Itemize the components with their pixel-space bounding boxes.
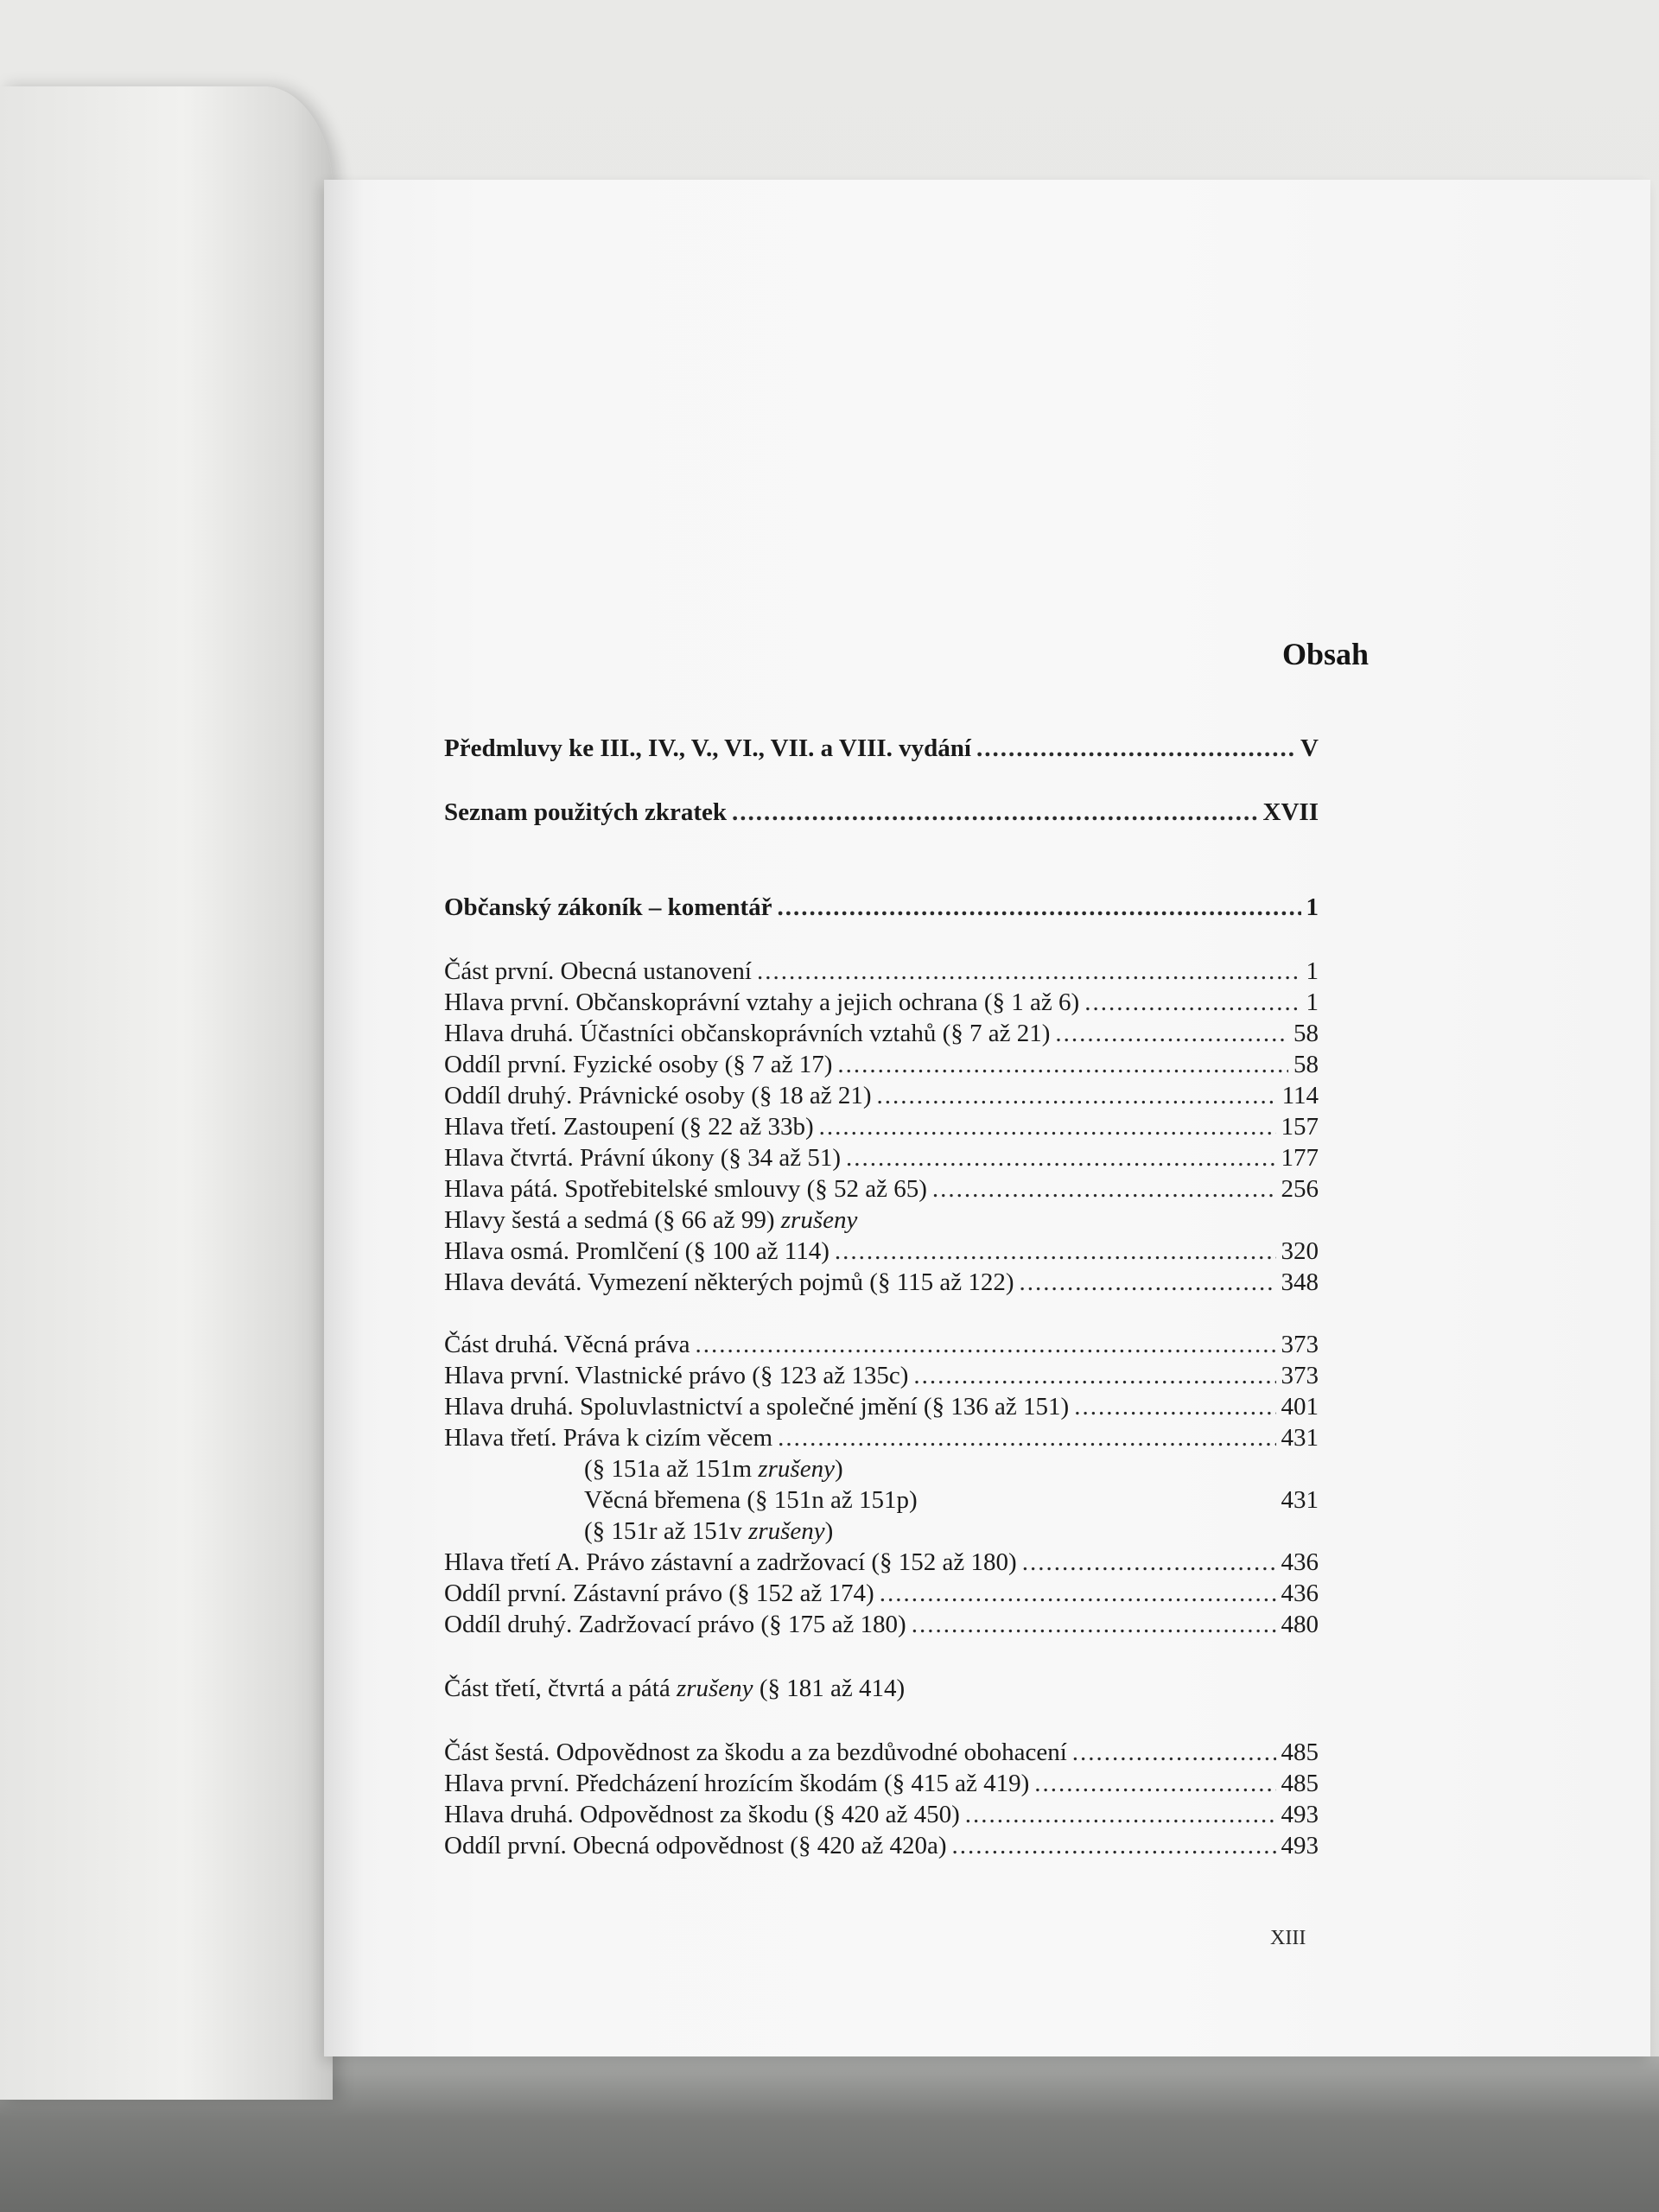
toc-entry	[444, 1080, 1319, 1111]
entry-page: 320	[1281, 1237, 1319, 1265]
dot-leader	[912, 1609, 1276, 1640]
dot-leader	[1074, 1391, 1275, 1422]
italic-note: zrušeny	[676, 1675, 753, 1702]
toc-entry	[444, 1830, 1319, 1861]
dot-leader	[819, 1111, 1276, 1142]
dot-leader	[877, 1080, 1277, 1111]
dot-leader	[732, 797, 1258, 828]
entry-label: Hlava osmá. Promlčení (§ 100 až 114)	[444, 1237, 830, 1265]
entry-label: Oddíl první. Fyzické osoby (§ 7 až 17)	[444, 1051, 833, 1078]
toc-entry	[444, 1768, 1319, 1799]
toc-entry	[444, 1799, 1319, 1830]
toc-entry	[444, 987, 1319, 1018]
entry-page: 431	[1281, 1424, 1319, 1452]
toc-entry	[444, 1018, 1319, 1049]
entry-page: 114	[1281, 1082, 1319, 1109]
dot-leader	[696, 1329, 1276, 1360]
toc-entry	[444, 1360, 1319, 1391]
dot-leader	[976, 733, 1295, 764]
entry-page: 493	[1281, 1832, 1319, 1859]
toc-entry	[444, 1422, 1319, 1453]
entry-label: Hlava třetí A. Právo zástavní a zadržovací (§ 152 až 180)	[444, 1548, 1017, 1576]
dot-leader	[1055, 1018, 1288, 1049]
page-number: XIII	[1270, 1927, 1306, 1949]
page-title: Obsah	[1281, 637, 1370, 671]
toc-entry	[444, 1142, 1319, 1173]
dot-leader	[1072, 1737, 1276, 1768]
entry-label: Hlavy šestá a sedmá (§ 66 až 99) zrušeny	[444, 1206, 858, 1234]
entry-page: XVII	[1262, 798, 1319, 826]
toc-entry	[444, 1609, 1319, 1640]
entry-label: Hlava třetí. Práva k cizím věcem	[444, 1424, 773, 1452]
entry-label: Část druhá. Věcná práva	[444, 1331, 690, 1358]
entry-page: 256	[1281, 1175, 1319, 1203]
entry-label: Seznam použitých zkratek	[444, 798, 728, 826]
entry-label: Část třetí, čtvrtá a pátá zrušeny (§ 181 až 414)	[444, 1675, 906, 1702]
toc-entry	[444, 1547, 1319, 1578]
toc-entry	[444, 1111, 1319, 1142]
entry-page: 1	[1306, 988, 1319, 1016]
entry-label: Část první. Obecná ustanovení	[444, 957, 752, 985]
dot-leader	[846, 1142, 1275, 1173]
entry-page: 58	[1294, 1051, 1319, 1078]
entry-page: V	[1300, 734, 1319, 762]
dot-leader	[880, 1578, 1276, 1609]
entry-label: Předmluvy ke III., IV., V., VI., VII. a VIII. vydání	[444, 734, 971, 762]
toc-entry	[444, 1267, 1319, 1298]
toc-entry	[444, 1236, 1319, 1267]
entry-label: Hlava první. Předcházení hrozícím škodám (§ 415 až 419)	[444, 1770, 1030, 1797]
entry-page: 493	[1281, 1801, 1319, 1828]
dot-leader	[837, 1049, 1288, 1080]
toc-entry	[444, 1329, 1319, 1360]
dot-leader	[1084, 987, 1300, 1018]
entry-label: (§ 151a až 151m zrušeny)	[584, 1455, 843, 1483]
entry-label: Oddíl druhý. Právnické osoby (§ 18 až 21)	[444, 1082, 872, 1109]
dot-leader	[778, 1422, 1275, 1453]
entry-label: Hlava druhá. Účastníci občanskoprávních vztahů (§ 7 až 21)	[444, 1020, 1051, 1047]
entry-page: 401	[1281, 1393, 1319, 1421]
entry-page: 1	[1306, 893, 1319, 921]
entry-label: Hlava první. Vlastnické právo (§ 123 až 135c)	[444, 1362, 909, 1389]
entry-page: 58	[1294, 1020, 1319, 1047]
toc-entry	[444, 1049, 1319, 1080]
entry-page: 485	[1281, 1738, 1319, 1766]
entry-label: Hlava první. Občanskoprávní vztahy a jejich ochrana (§ 1 až 6)	[444, 988, 1080, 1016]
toc-entry	[444, 1516, 1319, 1547]
toc-entry	[444, 733, 1319, 764]
entry-label: Oddíl první. Obecná odpovědnost (§ 420 až 420a)	[444, 1832, 947, 1859]
dot-leader	[913, 1360, 1275, 1391]
entry-label: Oddíl první. Zástavní právo (§ 152 až 174)	[444, 1580, 874, 1607]
dot-leader	[757, 956, 1301, 987]
left-page	[0, 86, 333, 2100]
italic-note: zrušeny	[758, 1455, 835, 1483]
toc-entry	[444, 1173, 1319, 1205]
entry-page: 436	[1281, 1548, 1319, 1576]
entry-label: Věcná břemena (§ 151n až 151p)	[584, 1486, 918, 1514]
entry-label: Hlava třetí. Zastoupení (§ 22 až 33b)	[444, 1113, 814, 1141]
toc-entry	[444, 1737, 1319, 1768]
toc-entry	[444, 1484, 1319, 1516]
entry-label: Část šestá. Odpovědnost za škodu a za bezdůvodné obohacení	[444, 1738, 1067, 1766]
entry-label: Hlava čtvrtá. Právní úkony (§ 34 až 51)	[444, 1144, 842, 1172]
entry-label: (§ 151r až 151v zrušeny)	[584, 1517, 834, 1545]
dot-leader	[932, 1173, 1276, 1205]
entry-page: 1	[1306, 957, 1319, 985]
entry-page: 177	[1281, 1144, 1319, 1172]
dot-leader	[951, 1830, 1275, 1861]
entry-page: 348	[1281, 1268, 1319, 1296]
dot-leader	[835, 1236, 1276, 1267]
dot-leader	[1020, 1267, 1276, 1298]
entry-page: 436	[1281, 1580, 1319, 1607]
dot-leader	[1022, 1547, 1276, 1578]
dot-leader	[777, 892, 1300, 923]
italic-note: zrušeny	[748, 1517, 825, 1545]
toc-entry	[444, 1205, 1319, 1236]
entry-page: 480	[1281, 1611, 1319, 1638]
entry-label: Občanský zákoník – komentář	[444, 893, 772, 921]
entry-label: Oddíl druhý. Zadržovací právo (§ 175 až 180)	[444, 1611, 906, 1638]
italic-note: zrušeny	[780, 1206, 858, 1234]
toc-entry	[444, 797, 1319, 828]
entry-label: Hlava druhá. Spoluvlastnictví a společné jmění (§ 136 až 151)	[444, 1393, 1070, 1421]
toc-entry	[444, 892, 1319, 923]
dot-leader	[1034, 1768, 1275, 1799]
entry-page: 431	[1281, 1486, 1319, 1514]
entry-label: Hlava druhá. Odpovědnost za škodu (§ 420 až 450)	[444, 1801, 960, 1828]
toc-entry	[444, 1578, 1319, 1609]
toc-entry	[444, 956, 1319, 987]
entry-label: Hlava pátá. Spotřebitelské smlouvy (§ 52 až 65)	[444, 1175, 927, 1203]
dot-leader	[965, 1799, 1276, 1830]
entry-page: 373	[1281, 1331, 1319, 1358]
entry-label: Hlava devátá. Vymezení některých pojmů (§ 115 až 122)	[444, 1268, 1014, 1296]
entry-page: 157	[1281, 1113, 1319, 1141]
toc-entry	[444, 1673, 1319, 1704]
toc-entry	[444, 1453, 1319, 1484]
entry-page: 373	[1281, 1362, 1319, 1389]
toc-entry	[444, 1391, 1319, 1422]
entry-page: 485	[1281, 1770, 1319, 1797]
